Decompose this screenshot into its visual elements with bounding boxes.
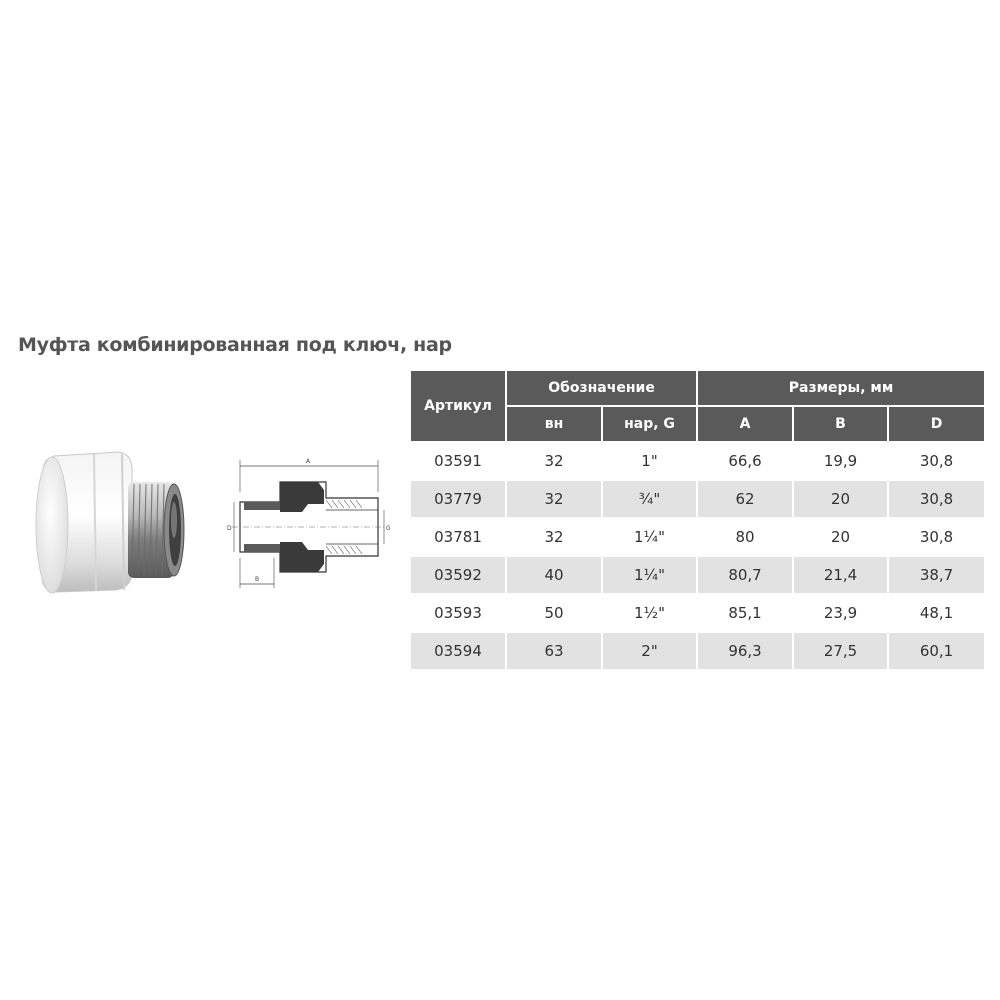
cell-article: 03593 <box>411 594 506 632</box>
header-a: A <box>697 406 793 442</box>
table-row <box>411 480 984 518</box>
label-d: D <box>227 525 232 532</box>
cell-outer: 2" <box>602 632 697 669</box>
table-row <box>411 556 984 594</box>
cell-inner: 63 <box>506 632 602 669</box>
cell-article: 03592 <box>411 556 506 594</box>
cell-a: 96,3 <box>697 632 793 669</box>
cell-inner: 32 <box>506 518 602 556</box>
cell-b: 20 <box>793 480 888 518</box>
cell-b: 23,9 <box>793 594 888 632</box>
cell-article: 03781 <box>411 518 506 556</box>
cell-d: 30,8 <box>888 518 984 556</box>
header-dimensions: Размеры, мм <box>697 371 984 406</box>
cell-article: 03594 <box>411 632 506 669</box>
cell-d: 30,8 <box>888 442 984 480</box>
cell-a: 85,1 <box>697 594 793 632</box>
cell-a: 66,6 <box>697 442 793 480</box>
cell-d: 60,1 <box>888 632 984 669</box>
cell-a: 80 <box>697 518 793 556</box>
cell-outer: 1¼" <box>602 556 697 594</box>
label-a: A <box>306 458 311 465</box>
page-title: Муфта комбинированная под ключ, нар <box>18 334 452 356</box>
header-b: B <box>793 406 888 442</box>
cell-outer: ¾" <box>602 480 697 518</box>
label-g: G <box>386 525 391 532</box>
cell-inner: 32 <box>506 480 602 518</box>
header-d: D <box>888 406 984 442</box>
product-photo <box>24 430 194 610</box>
cell-b: 20 <box>793 518 888 556</box>
header-inner: вн <box>506 406 602 442</box>
cell-d: 48,1 <box>888 594 984 632</box>
cell-outer: 1¼" <box>602 518 697 556</box>
table-row <box>411 632 984 669</box>
header-designation: Обозначение <box>506 371 697 406</box>
header-article: Артикул <box>411 371 506 442</box>
table-row <box>411 594 984 632</box>
cell-outer: 1½" <box>602 594 697 632</box>
header-outer: нар, G <box>602 406 697 442</box>
cell-outer: 1" <box>602 442 697 480</box>
cell-inner: 40 <box>506 556 602 594</box>
label-b: B <box>255 576 260 583</box>
header-row-1 <box>411 371 984 406</box>
cell-inner: 50 <box>506 594 602 632</box>
cell-inner: 32 <box>506 442 602 480</box>
cell-article: 03591 <box>411 442 506 480</box>
cell-b: 19,9 <box>793 442 888 480</box>
table-row <box>411 442 984 480</box>
cell-d: 30,8 <box>888 480 984 518</box>
table-row <box>411 518 984 556</box>
cell-b: 21,4 <box>793 556 888 594</box>
cell-d: 38,7 <box>888 556 984 594</box>
spec-table <box>411 371 984 669</box>
cell-a: 80,7 <box>697 556 793 594</box>
cell-a: 62 <box>697 480 793 518</box>
technical-drawing <box>218 452 396 602</box>
cell-article: 03779 <box>411 480 506 518</box>
cell-b: 27,5 <box>793 632 888 669</box>
